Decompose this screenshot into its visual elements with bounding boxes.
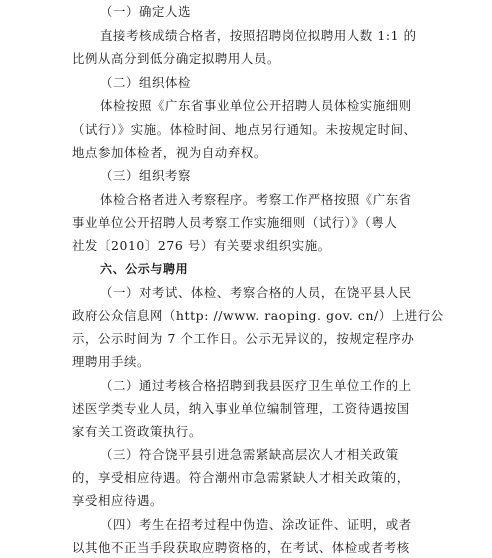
paragraph-line: 享受相应待遇。 <box>72 493 163 508</box>
paragraph-line: 示，公示时间为 7 个工作日。公示无异议的，按规定程序办 <box>72 331 415 346</box>
subsection-heading-inspection: （三）组织考察 <box>100 168 191 183</box>
paragraph-line: 社发〔2010〕276 号）有关要求组织实施。 <box>72 238 331 253</box>
paragraph-line: 比例从高分到低分确定拟聘用人员。 <box>72 51 280 66</box>
paragraph-line: 政府公众信息网（http: //www. raoping. gov. cn/）上进行公 <box>72 308 444 323</box>
paragraph-line: 理聘用手续。 <box>72 354 150 369</box>
subsection-heading-medical-exam: （二）组织体检 <box>100 75 191 90</box>
paragraph-line: 体检合格者进入考察程序。考察工作严格按照《广东省 <box>100 192 412 207</box>
paragraph-line: 家有关工资政策执行。 <box>72 424 202 439</box>
paragraph-line: 体检按照《广东省事业单位公开招聘人员体检实施细则 <box>100 98 412 113</box>
subsection-heading-confirm-candidates: （一）确定人选 <box>100 4 191 19</box>
paragraph-line: （试行）》实施。体检时间、地点另行通知。未按规定时间、 <box>72 122 417 137</box>
paragraph-line: （一）对考试、体检、考察合格的人员，在饶平县人民 <box>100 285 412 300</box>
paragraph-line: （二）通过考核合格招聘到我县医疗卫生单位工作的上 <box>100 378 412 393</box>
paragraph-line: 直接考核成绩合格者，按照招聘岗位拟聘用人数 1:1 的 <box>100 28 417 43</box>
section-heading-publicity-employment: 六、公示与聘用 <box>100 262 189 276</box>
paragraph-line: 的，享受相应待遇。符合潮州市急需紧缺人才相关政策的， <box>72 470 410 485</box>
paragraph-line: （四）考生在招考过程中伪造、涂改证件、证明，或者 <box>100 517 412 532</box>
paragraph-line: 述医学类专业人员，纳入事业单位编制管理，工资待遇按国 <box>72 401 410 416</box>
paragraph-line: 地点参加体检者，视为自动弃权。 <box>72 145 267 160</box>
paragraph-line: 事业单位公开招聘人员考察工作实施细则（试行）》（粤人 <box>72 215 398 230</box>
paragraph-line: 以其他不正当手段获取应聘资格的，在考试、体检或者考核 <box>72 540 410 555</box>
paragraph-line: （三）符合饶平县引进急需紧缺高层次人才相关政策 <box>100 447 399 462</box>
